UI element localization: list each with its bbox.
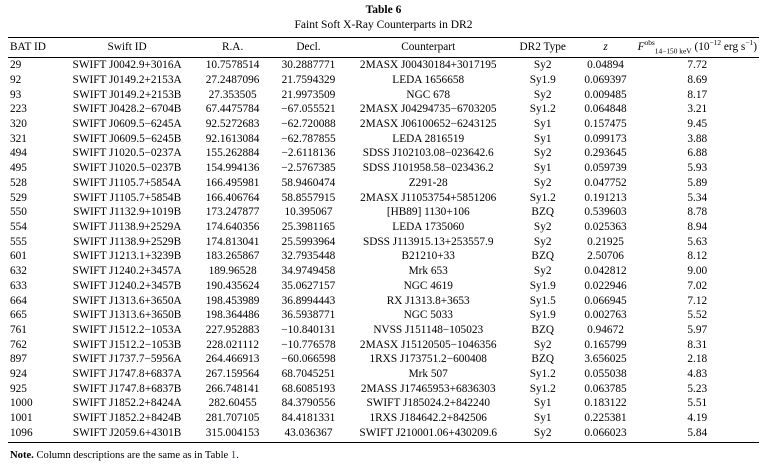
table-row: [8, 235, 759, 250]
cell-counterpart: 2MASX J15120505−1046356: [359, 338, 497, 351]
cell-swift-id: SWIFT J1852.2+8424A: [72, 397, 182, 410]
cell-decl: 84.4181331: [281, 412, 336, 425]
table-caption: [8, 4, 759, 32]
cell-swift-id: SWIFT J1747.8+6837B: [72, 382, 182, 395]
cell-ra: 67.4475784: [205, 103, 260, 116]
cell-ra: 266.748141: [205, 382, 260, 395]
cell-counterpart: NVSS J151148−105023: [373, 323, 484, 336]
cell-bat-id: 924: [10, 368, 27, 381]
cell-swift-id: SWIFT J1105.7+5854B: [73, 191, 182, 204]
cell-bat-id: 664: [10, 294, 27, 307]
cell-counterpart: Z291-28: [408, 176, 448, 189]
cell-ra: 198.364486: [205, 309, 260, 322]
table-row: [8, 411, 759, 426]
cell-flux: 9.45: [687, 118, 708, 131]
cell-decl: −62.787855: [281, 132, 336, 145]
cell-dr2-type: Sy2: [533, 176, 552, 189]
cell-decl: 58.9460474: [281, 176, 336, 189]
cell-bat-id: 92: [10, 73, 22, 86]
note-label: Note.: [10, 450, 34, 462]
cell-swift-id: SWIFT J0609.5−6245B: [72, 132, 182, 145]
cell-bat-id: 495: [10, 162, 27, 175]
table-row: [8, 88, 759, 103]
cell-dr2-type: Sy1.5: [529, 294, 556, 307]
cell-z: 0.064848: [584, 103, 627, 116]
table-bottom-rule: [8, 442, 759, 443]
cell-decl: 25.5993964: [281, 235, 336, 248]
cell-dr2-type: Sy2: [533, 221, 552, 233]
table-row: [8, 190, 759, 205]
table-head: [8, 38, 759, 58]
cell-flux: 8.12: [687, 250, 708, 263]
cell-decl: −67.055521: [281, 103, 336, 116]
cell-decl: 30.2887771: [281, 59, 336, 72]
cell-flux: 5.97: [687, 323, 708, 336]
cell-ra: 267.159564: [205, 368, 260, 381]
cell-dr2-type: Sy1.2: [529, 103, 556, 116]
cell-swift-id: SWIFT J1512.2−1053B: [72, 338, 182, 351]
cell-dr2-type: Sy2: [533, 147, 552, 160]
cell-z: 0.025363: [584, 221, 627, 233]
cell-flux: 2.18: [687, 353, 708, 366]
cell-bat-id: 925: [10, 382, 27, 395]
cell-z: 0.539603: [584, 206, 627, 219]
cell-swift-id: SWIFT J1737.7−5956A: [72, 353, 182, 366]
cell-swift-id: SWIFT J0428.2−6704B: [72, 103, 182, 116]
cell-bat-id: 1001: [10, 412, 33, 425]
cell-bat-id: 761: [10, 323, 27, 336]
cell-swift-id: SWIFT J1020.5−0237B: [72, 162, 182, 175]
cell-counterpart: Mrk 507: [408, 368, 448, 381]
cell-counterpart: 2MASX J11053754+5851206: [360, 191, 497, 204]
cell-dr2-type: Sy1: [533, 412, 552, 425]
cell-bat-id: 633: [10, 279, 27, 292]
cell-z: 0.225381: [584, 412, 627, 425]
cell-bat-id: 223: [10, 103, 27, 116]
cell-bat-id: 494: [10, 147, 27, 160]
column-header-dr2-type: DR2 Type: [510, 38, 575, 58]
cell-z: 0.04894: [587, 59, 624, 72]
flux-superscript: obs: [644, 38, 655, 48]
cell-flux: 7.02: [687, 279, 708, 292]
cell-ra: 189.96528: [208, 265, 257, 278]
cell-dr2-type: Sy1: [533, 132, 552, 145]
cell-bat-id: 762: [10, 338, 27, 351]
column-header-swift-id: Swift ID: [59, 38, 194, 58]
flux-units-mid: erg s: [721, 41, 746, 54]
cell-swift-id: SWIFT J1852.2+8424B: [72, 412, 182, 425]
cell-counterpart: [HB89] 1130+106: [386, 206, 470, 219]
cell-bat-id: 529: [10, 191, 27, 204]
table-row: [8, 73, 759, 88]
cell-counterpart: B21210+33: [401, 250, 455, 263]
cell-bat-id: 1000: [10, 397, 33, 410]
cell-dr2-type: BZQ: [531, 353, 555, 366]
cell-z: 0.293645: [584, 147, 627, 160]
cell-flux: 3.88: [687, 132, 708, 145]
cell-bat-id: 320: [10, 118, 27, 131]
cell-ra: 227.952883: [205, 323, 260, 336]
cell-counterpart: LEDA 1656658: [392, 73, 465, 86]
cell-bat-id: 555: [10, 235, 27, 248]
cell-ra: 10.7578514: [205, 59, 260, 72]
cell-ra: 27.353505: [208, 88, 257, 101]
cell-swift-id: SWIFT J2059.6+4301B: [72, 426, 182, 439]
cell-decl: −60.066598: [281, 353, 336, 366]
cell-swift-id: SWIFT J0149.2+2153B: [72, 88, 182, 101]
flux-symbol: F: [637, 41, 645, 54]
cell-z: 0.157475: [584, 118, 627, 131]
cell-flux: 5.63: [687, 235, 708, 248]
cell-decl: 10.395067: [284, 206, 333, 219]
flux-units-exponent-2: −1: [745, 38, 754, 48]
cell-dr2-type: Sy1: [533, 118, 552, 131]
table-number: Table 6: [365, 4, 402, 16]
cell-ra: 174.813041: [205, 235, 260, 248]
cell-dr2-type: Sy1.2: [529, 368, 556, 381]
cell-dr2-type: Sy1.2: [529, 382, 556, 395]
cell-decl: 35.0627157: [281, 279, 336, 292]
cell-z: 0.009485: [584, 88, 627, 101]
cell-flux: 8.17: [687, 88, 708, 101]
cell-swift-id: SWIFT J0609.5−6245A: [72, 118, 182, 131]
cell-swift-id: SWIFT J1020.5−0237A: [72, 147, 182, 160]
cell-decl: 36.5938771: [281, 309, 336, 322]
cell-flux: 6.88: [687, 147, 708, 160]
cell-flux: 5.84: [687, 426, 708, 439]
cell-z: 0.063785: [584, 382, 627, 395]
cell-ra: 92.5272683: [205, 118, 260, 131]
cell-bat-id: 528: [10, 176, 27, 189]
cell-ra: 264.466913: [205, 353, 260, 366]
cell-bat-id: 321: [10, 132, 27, 145]
cell-decl: −62.720088: [281, 118, 336, 131]
cell-ra: 183.265867: [205, 250, 260, 263]
table-header-row: [8, 38, 759, 58]
cell-z: 0.165799: [584, 338, 627, 351]
cell-swift-id: SWIFT J1313.6+3650B: [72, 309, 182, 322]
cell-ra: 173.247877: [205, 206, 260, 219]
cell-bat-id: 1096: [10, 426, 33, 439]
table-row: [8, 323, 759, 338]
cell-flux: 4.83: [687, 368, 708, 381]
cell-flux: 8.69: [687, 73, 708, 86]
table-row: [8, 396, 759, 411]
cell-ra: 154.994136: [205, 162, 260, 175]
cell-ra: 281.707105: [205, 412, 260, 425]
cell-z: 0.042812: [584, 265, 627, 278]
cell-bat-id: 632: [10, 265, 27, 278]
cell-ra: 198.453989: [205, 294, 260, 307]
cell-decl: 36.8994443: [281, 294, 336, 307]
cell-ra: 155.262884: [205, 147, 260, 160]
cell-z: 0.022946: [584, 279, 627, 292]
cell-swift-id: SWIFT J0042.9+3016A: [72, 59, 182, 72]
table-row: [8, 308, 759, 323]
table-row: [8, 132, 759, 147]
cell-decl: 21.9973509: [281, 88, 336, 101]
cell-z: 2.50706: [587, 250, 624, 263]
cell-decl: 68.6085193: [281, 382, 336, 395]
cell-counterpart: LEDA 2816519: [392, 132, 465, 145]
table-row: [8, 293, 759, 308]
table-note: [8, 450, 759, 461]
cell-dr2-type: Sy1: [533, 162, 552, 175]
cell-flux: 3.21: [687, 103, 708, 116]
cell-counterpart: 1RXS J184642.2+842506: [369, 412, 487, 425]
cell-dr2-type: Sy1: [533, 397, 552, 410]
flux-units-exponent: −12: [709, 38, 722, 48]
cell-swift-id: SWIFT J0149.2+2153A: [72, 73, 182, 86]
cell-flux: 8.94: [687, 221, 708, 233]
cell-decl: 43.036367: [284, 426, 333, 439]
cell-flux: 5.52: [687, 309, 708, 322]
cell-flux: 5.93: [687, 162, 708, 175]
cell-counterpart: SWIFT J185024.2+842240: [366, 397, 490, 410]
table-row: [8, 117, 759, 132]
cell-swift-id: SWIFT J1240.2+3457B: [72, 279, 182, 292]
note-text: Column descriptions are the same as in Table: [33, 450, 231, 462]
cell-flux: 7.72: [687, 59, 708, 72]
cell-bat-id: 601: [10, 250, 27, 263]
table-row: [8, 426, 759, 441]
flux-units-close: ): [753, 41, 757, 54]
cell-bat-id: 29: [10, 59, 22, 72]
cell-counterpart: SDSS J113915.13+253557.9: [362, 235, 494, 248]
column-header-bat-id: BAT ID: [8, 38, 59, 58]
cell-counterpart: 2MASX J00430184+3017195: [359, 59, 497, 72]
cell-dr2-type: Sy2: [533, 265, 552, 278]
cell-counterpart: SDSS J102103.08−023642.6: [362, 147, 494, 160]
cell-counterpart: NGC 5033: [403, 309, 453, 322]
cell-z: 0.059739: [584, 162, 627, 175]
cell-z: 0.94672: [587, 323, 624, 336]
cell-swift-id: SWIFT J1105.7+5854A: [72, 176, 182, 189]
table-row: [8, 337, 759, 352]
cell-flux: 4.19: [687, 412, 708, 425]
cell-z: 0.069397: [584, 73, 627, 86]
cell-swift-id: SWIFT J1132.9+1019B: [73, 206, 182, 219]
cell-flux: 5.89: [687, 176, 708, 189]
cell-z: 0.191213: [584, 191, 627, 204]
cell-decl: −10.840131: [281, 323, 336, 336]
cell-flux: 5.51: [687, 397, 708, 410]
cell-dr2-type: Sy1.9: [529, 309, 556, 322]
cell-counterpart: NGC 4619: [403, 279, 453, 292]
cell-z: 0.099173: [584, 132, 627, 145]
cell-dr2-type: BZQ: [531, 206, 555, 219]
table-row: [8, 146, 759, 161]
cell-bat-id: 93: [10, 88, 22, 101]
table-row: [8, 161, 759, 176]
cell-decl: 25.3981165: [281, 221, 336, 233]
table-title: Faint Soft X-Ray Counterparts in DR2: [294, 18, 473, 31]
cell-counterpart: RX J1313.8+3653: [386, 294, 470, 307]
cell-swift-id: SWIFT J1213.1+3239B: [72, 250, 182, 263]
cell-swift-id: SWIFT J1747.8+6837A: [72, 368, 182, 381]
cell-dr2-type: Sy2: [533, 59, 552, 72]
cell-dr2-type: Sy1.2: [529, 191, 556, 204]
cell-dr2-type: Sy2: [533, 235, 552, 248]
cell-ra: 27.2487096: [205, 73, 260, 86]
cell-z: 0.21925: [587, 235, 624, 248]
cell-z: 3.656025: [584, 353, 627, 366]
table-row: [8, 279, 759, 294]
cell-swift-id: SWIFT J1512.2−1053A: [72, 323, 182, 336]
cell-decl: 34.9749458: [281, 265, 336, 278]
cell-ra: 190.435624: [205, 279, 260, 292]
cell-decl: 21.7594329: [281, 73, 336, 86]
cell-counterpart: NGC 678: [406, 88, 451, 101]
column-header-flux: [636, 38, 759, 58]
cell-z: 0.047752: [584, 176, 627, 189]
cell-decl: −2.6118136: [281, 147, 336, 160]
cell-counterpart: LEDA 1735060: [392, 221, 465, 233]
cell-ra: 166.406764: [205, 191, 260, 204]
cell-dr2-type: Sy2: [533, 338, 552, 351]
cell-counterpart: SDSS J101958.58−023436.2: [362, 162, 494, 175]
cell-ra: 166.495981: [205, 176, 260, 189]
cell-counterpart: 1RXS J173751.2−600408: [369, 353, 487, 366]
flux-units-open: (10: [694, 41, 710, 54]
cell-flux: 9.00: [687, 265, 708, 278]
cell-z: 0.183122: [584, 397, 627, 410]
cell-decl: 32.7935448: [281, 250, 336, 263]
cell-counterpart: Mrk 653: [408, 265, 448, 278]
cell-decl: −2.5767385: [281, 162, 336, 175]
cell-counterpart: 2MASS J17465953+6836303: [360, 382, 496, 395]
cell-dr2-type: Sy2: [533, 88, 552, 101]
cell-ra: 315.004153: [205, 426, 260, 439]
cell-dr2-type: BZQ: [531, 250, 555, 263]
flux-subscript: 14−150 keV: [654, 46, 692, 56]
table-row: [8, 205, 759, 220]
cell-flux: 8.78: [687, 206, 708, 219]
table-row: [8, 176, 759, 191]
cell-z: 0.066945: [584, 294, 627, 307]
cell-decl: 84.3790556: [281, 397, 336, 410]
cell-dr2-type: Sy1.9: [529, 73, 556, 86]
cell-decl: 68.7045251: [281, 368, 336, 381]
table-row: [8, 264, 759, 279]
cell-ra: 228.021112: [206, 338, 260, 351]
cell-decl: 58.8557915: [281, 191, 336, 204]
cell-dr2-type: BZQ: [531, 323, 555, 336]
cell-bat-id: 550: [10, 206, 27, 219]
cell-ra: 92.1613084: [205, 132, 260, 145]
counterparts-table: [8, 37, 759, 440]
cell-bat-id: 897: [10, 353, 27, 366]
column-header-ra: R.A.: [195, 38, 271, 58]
cell-ra: 282.60455: [208, 397, 257, 410]
cell-dr2-type: Sy2: [533, 426, 552, 439]
note-text-end: .: [236, 450, 239, 462]
cell-decl: −10.776578: [281, 338, 336, 351]
cell-counterpart: SWIFT J210001.06+430209.6: [359, 426, 498, 439]
table-body: [8, 58, 759, 441]
cell-swift-id: SWIFT J1313.6+3650A: [72, 294, 182, 307]
table-row: [8, 367, 759, 382]
cell-swift-id: SWIFT J1240.2+3457A: [72, 265, 182, 278]
cell-swift-id: SWIFT J1138.9+2529B: [73, 235, 182, 248]
cell-z: 0.055038: [584, 368, 627, 381]
cell-bat-id: 665: [10, 309, 27, 322]
cell-flux: 7.12: [687, 294, 708, 307]
table-row: [8, 220, 759, 235]
cell-swift-id: SWIFT J1138.9+2529A: [72, 221, 182, 233]
cell-counterpart: 2MASX J04294735−6703205: [359, 103, 497, 116]
cell-flux: 5.34: [687, 191, 708, 204]
column-header-decl: Decl.: [270, 38, 346, 58]
cell-flux: 8.31: [687, 338, 708, 351]
table-row: [8, 352, 759, 367]
cell-dr2-type: Sy1.9: [529, 279, 556, 292]
table-row: [8, 249, 759, 264]
cell-counterpart: 2MASX J06100652−6243125: [359, 118, 497, 131]
note-table-link[interactable]: 1: [230, 450, 237, 462]
cell-flux: 5.23: [687, 382, 708, 395]
cell-bat-id: 554: [10, 221, 27, 233]
column-header-redshift: z: [575, 38, 635, 58]
table-row: [8, 102, 759, 117]
table-row: [8, 58, 759, 73]
cell-z: 0.066023: [584, 426, 627, 439]
column-header-counterpart: Counterpart: [346, 38, 510, 58]
cell-z: 0.002763: [584, 309, 627, 322]
cell-ra: 174.640356: [205, 221, 260, 233]
table-row: [8, 382, 759, 397]
